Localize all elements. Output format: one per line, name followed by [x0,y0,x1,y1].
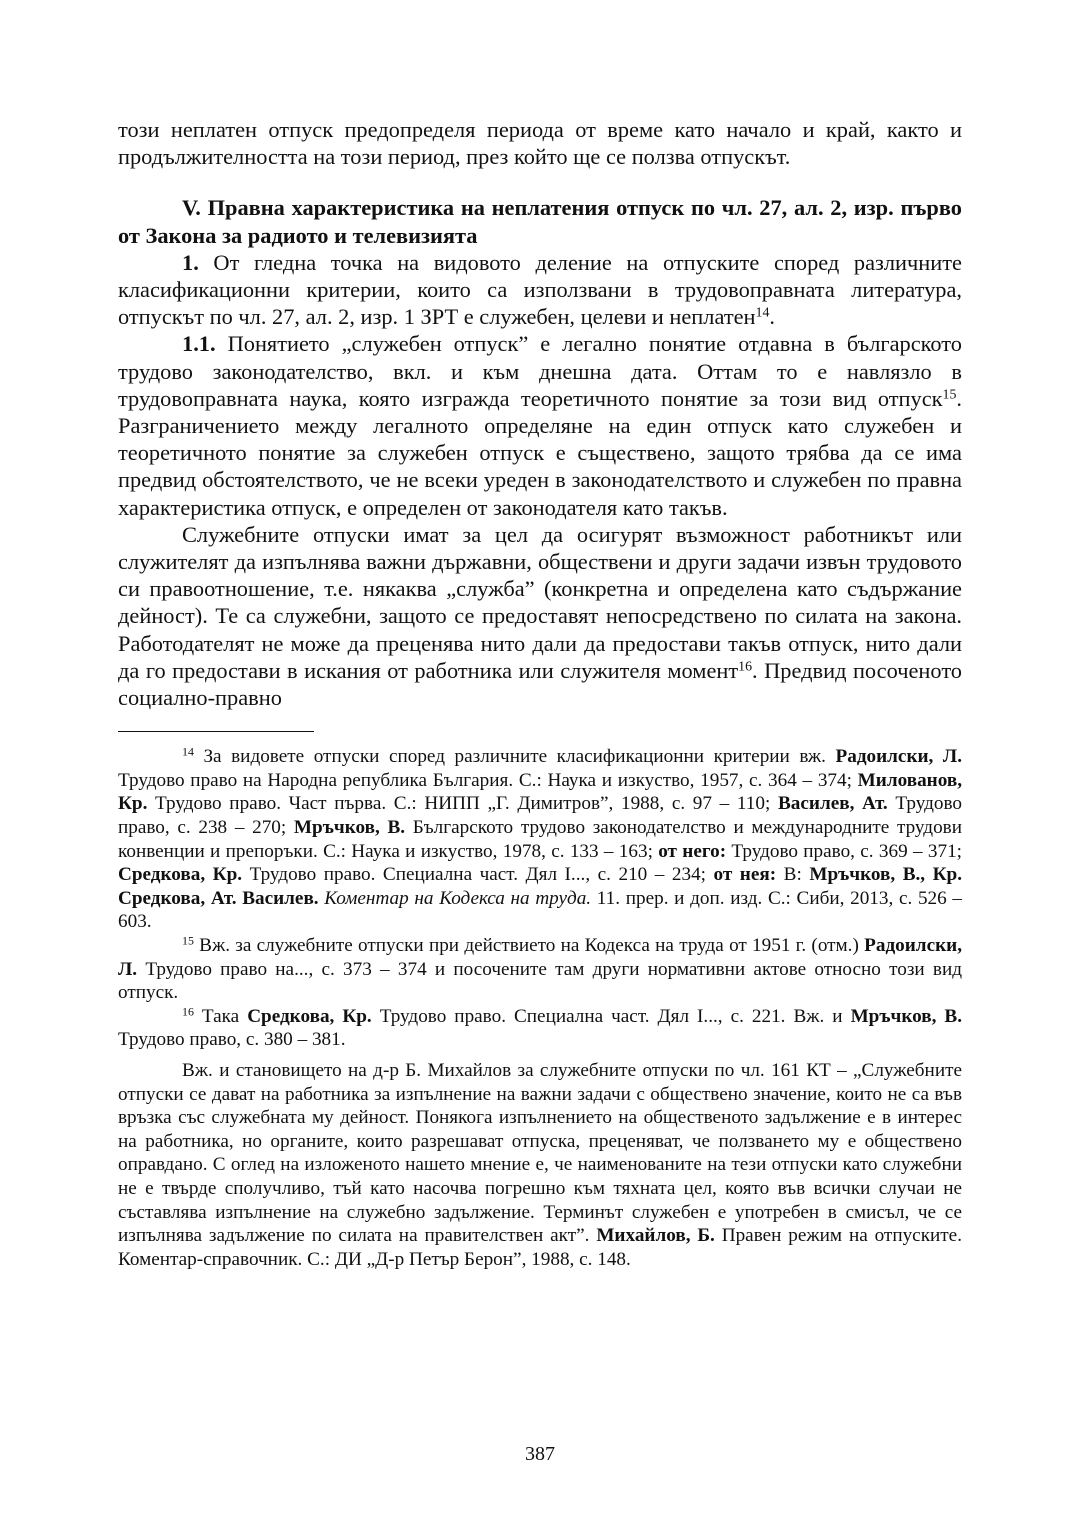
author-name: Мръчков, В. [293,817,406,839]
footnote-ref-16[interactable]: 16 [738,659,753,675]
footnote-text: Трудово право на..., с. 373 – 374 и посочените там други нормативни актове относно този вид отпуск. [118,958,962,1004]
footnote-text: Трудово право. Част първа. С.: НИПП „Г. Димитров”, 1988, с. 97 – 110; [147,793,778,815]
footnote-text: Трудово право. Специална част. Дял I..., с. 221. Вж. и [371,1005,851,1027]
intro-paragraph: този неплатен отпуск предопределя периода от време като начало и край, както и продължителността на този период, през който ще се ползва отпускът. [118,117,962,170]
page-content [118,116,962,1271]
page-number: 387 [525,1443,555,1465]
footnote-mark: 15 [182,933,194,948]
author-name: Радоилски, Л. [835,746,963,768]
footnote-text: Трудово право, с. 369 – 371; [726,840,962,862]
footnote-text: Вж. и становището на д-р Б. Михайлов за служебните отпуски по чл. 161 КТ – „Служебните отпуски се дават на работника за изпълнение на важни задачи с обществено значение, които не са във връзка със служебната му дейност. Понякога изпълнението на общественото задължение е в интерес на работника, но органите, които разрешават отпуска, преценяват, че ползването му е обществено оправдано. С оглед на изложеното нашето мнение е, че наименованите на тези отпуски като служебни не е твърде сполучливо, тъй като насочва погрешно към тяхната цел, която във всички случаи не съставлява изпълнение на служебно задължение. Терминът служебен е употребен в смисъл, че се изпълнява задължение по силата на правителствен акт”. [118,1059,962,1247]
footnote-15 [118,934,962,1005]
book-title: Коментар на Кодекса на труда. [324,887,592,909]
author-name: от нея: [713,864,777,886]
footnote-mark: 14 [182,744,194,759]
footnote-text: Правен режим на отпуските. Коментар-справочник. С.: ДИ „Д-р Петър Берон”, 1988, с. 148. [118,1225,962,1270]
paragraph-text: Понятието „служебен отпуск” е легално понятие отдавна в българското трудово законодателство, вкл. и към днешна дата. Оттам то е навлязло в трудовоправната наука, която изгражда теоретичното понятие за този вид отпуск [118,331,962,411]
main-text [118,116,962,711]
footnote-14 [118,745,962,934]
paragraph-text: . Предвид посоченото социално-правно [118,657,962,711]
footnote-separator [118,731,314,732]
footnote-ref-15[interactable]: 15 [942,387,957,403]
author-name: Василев, Ат. [777,793,888,815]
author-name: Мръчков, В., Кр. Средкова, Ат. Василев. [118,864,963,909]
paragraph-1 [118,249,962,331]
footnote-text: Трудово право на Народна република България. С.: Наука и изкуство, 1957, с. 364 – 374; [118,769,858,791]
section-heading: V. Правна характеристика на неплатения отпуск по чл. 27, ал. 2, изр. първо от Закона за радиото и телевизията [118,195,962,248]
author-name: Средкова, Кр. [247,1005,372,1027]
footnote-text: Трудово право, с. 238 – 270; [118,793,962,839]
footnote-text: Трудово право. Специална част. Дял I..., с. 210 – 234; [242,864,714,886]
paragraph-number: 1.1. [182,331,216,357]
footnote-mark: 16 [182,1004,194,1019]
footnote-text: Вж. за служебните отпуски при действието на Кодекса на труда от 1951 г. (отм.) [193,935,865,957]
footnote-text: Така [193,1005,248,1027]
paragraph-text: . Разграничението между легалното определяне на един отпуск като служебен и теоретичното понятие за служебен отпуск е съществено, защото трябва да се има предвид обстоятелството, че не всеки уреден в законодателството и служебен по правна характеристика отпуск, е определен от законодателя като такъв. [118,385,962,520]
author-name: от него: [658,840,727,862]
paragraph-3 [118,521,962,711]
footnote-16 [118,1005,962,1052]
footnote-text: Трудово право, с. 380 – 381. [118,1029,346,1051]
author-name: Мръчков, В. [850,1005,963,1027]
author-name: Милованов, Кр. [118,769,962,815]
footnote-text: Българското трудово законодателство и международните трудови конвенции и препоръки. С.: Наука и изкуство, 1978, с. 133 – 163; [118,817,962,862]
footnote-text: За видовете отпуски според различните класификационни критерии вж. [193,746,836,768]
footnote-ref-14[interactable]: 14 [755,305,770,321]
author-name: Михайлов, Б. [596,1225,715,1247]
paragraph-text: . [769,304,776,330]
paragraph-number: 1. [182,249,199,275]
paragraph-text: От гледна точка на видовото деление на отпуските според различните класификационни критерии, които са използвани в трудовоправната литература, отпускът по чл. 27, ал. 2, изр. 1 ЗРТ е служебен, целеви и неплатен [118,249,962,330]
footnote-16-continuation [118,1059,962,1271]
author-name: Средкова, Кр. [118,864,243,886]
footnotes [118,745,962,1271]
author-name: Радоилски, Л. [118,935,962,980]
paragraph-text: Служебните отпуски имат за цел да осигурят възможност работникът или служителят да изпълнява важни държавни, обществени и други задачи извън трудовото си правоотношение, т.е. някаква „служба” (конкретна и определена като съдържание дейност). Те са служебни, защото се предоставят непосредствено по силата на закона. Работодателят не може да преценява нито дали да предостави такъв отпуск, нито дали да го предостави в искания от работника или служителя момент [118,521,962,683]
footnote-text: В: [776,864,810,886]
paragraph-1-1 [118,330,962,520]
footnote-text: 11. прер. и доп. изд. С.: Сиби, 2013, с. 526 – 603. [118,887,963,933]
